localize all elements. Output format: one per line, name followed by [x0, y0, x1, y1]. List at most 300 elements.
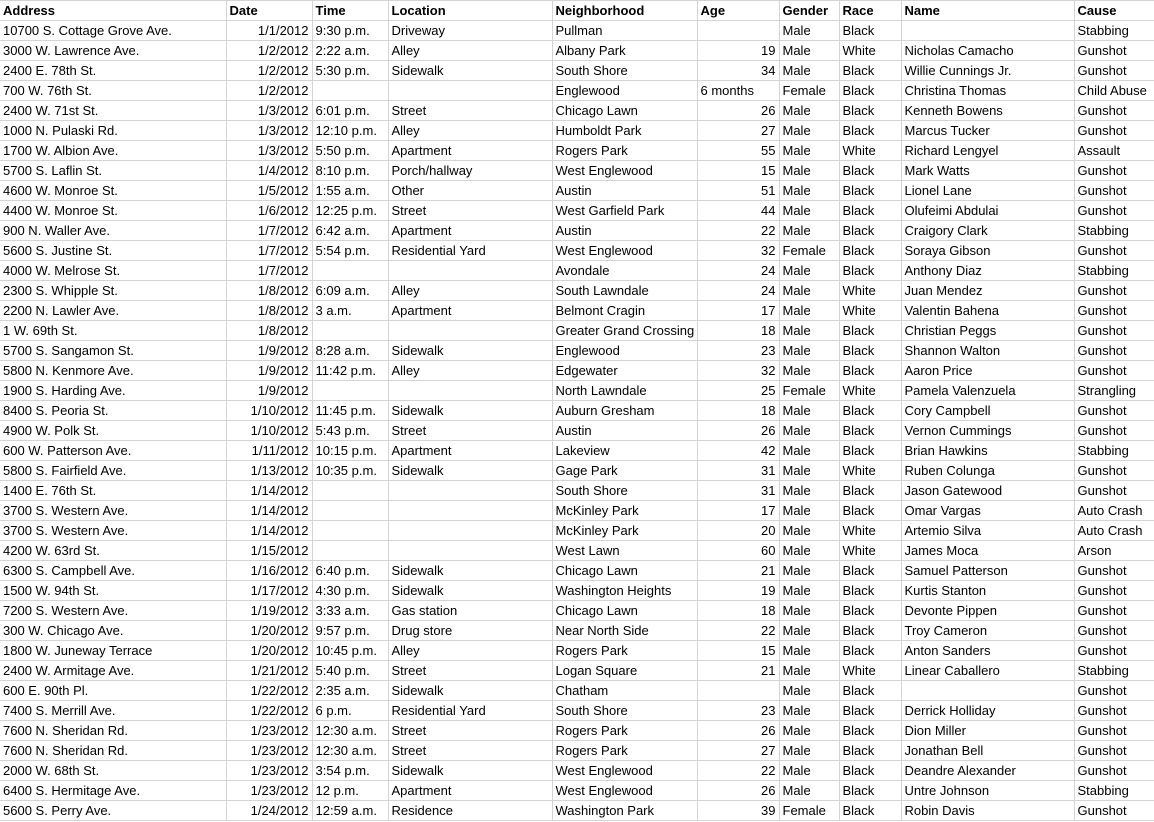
cell-cause[interactable]: Gunshot [1074, 181, 1154, 201]
cell-address[interactable]: 2400 W. Armitage Ave. [0, 661, 226, 681]
cell-age[interactable]: 32 [697, 241, 779, 261]
cell-neighborhood[interactable]: Rogers Park [552, 141, 697, 161]
cell-date[interactable]: 1/24/2012 [226, 801, 312, 821]
cell-gender[interactable]: Male [779, 561, 839, 581]
cell-age[interactable]: 24 [697, 261, 779, 281]
cell-address[interactable]: 5600 S. Justine St. [0, 241, 226, 261]
cell-address[interactable]: 6400 S. Hermitage Ave. [0, 781, 226, 801]
cell-date[interactable]: 1/2/2012 [226, 61, 312, 81]
cell-age[interactable]: 44 [697, 201, 779, 221]
cell-name[interactable]: Marcus Tucker [901, 121, 1074, 141]
cell-gender[interactable]: Male [779, 281, 839, 301]
cell-name[interactable]: Robin Davis [901, 801, 1074, 821]
cell-name[interactable]: Willie Cunnings Jr. [901, 61, 1074, 81]
cell-name[interactable]: Omar Vargas [901, 501, 1074, 521]
cell-gender[interactable]: Male [779, 621, 839, 641]
cell-age[interactable]: 25 [697, 381, 779, 401]
cell-cause[interactable]: Gunshot [1074, 641, 1154, 661]
cell-race[interactable]: White [839, 541, 901, 561]
cell-neighborhood[interactable]: Albany Park [552, 41, 697, 61]
cell-cause[interactable]: Stabbing [1074, 21, 1154, 41]
cell-cause[interactable]: Arson [1074, 541, 1154, 561]
cell-cause[interactable]: Gunshot [1074, 741, 1154, 761]
cell-cause[interactable]: Gunshot [1074, 341, 1154, 361]
cell-time[interactable]: 4:30 p.m. [312, 581, 388, 601]
cell-gender[interactable]: Male [779, 541, 839, 561]
cell-location[interactable]: Residence [388, 801, 552, 821]
cell-date[interactable]: 1/2/2012 [226, 81, 312, 101]
cell-race[interactable]: Black [839, 621, 901, 641]
cell-location[interactable]: Gas station [388, 601, 552, 621]
cell-gender[interactable]: Male [779, 501, 839, 521]
cell-cause[interactable]: Gunshot [1074, 761, 1154, 781]
cell-age[interactable]: 18 [697, 321, 779, 341]
cell-name[interactable]: Troy Cameron [901, 621, 1074, 641]
cell-location[interactable]: Sidewalk [388, 561, 552, 581]
cell-time[interactable] [312, 521, 388, 541]
cell-race[interactable]: Black [839, 441, 901, 461]
cell-location[interactable]: Street [388, 101, 552, 121]
cell-neighborhood[interactable]: Chicago Lawn [552, 561, 697, 581]
cell-neighborhood[interactable]: Washington Heights [552, 581, 697, 601]
header-cause[interactable]: Cause [1074, 1, 1154, 21]
cell-address[interactable]: 700 W. 76th St. [0, 81, 226, 101]
cell-date[interactable]: 1/22/2012 [226, 681, 312, 701]
cell-address[interactable]: 10700 S. Cottage Grove Ave. [0, 21, 226, 41]
cell-date[interactable]: 1/8/2012 [226, 321, 312, 341]
cell-age[interactable]: 26 [697, 781, 779, 801]
cell-neighborhood[interactable]: Lakeview [552, 441, 697, 461]
cell-location[interactable]: Sidewalk [388, 461, 552, 481]
cell-address[interactable]: 2400 W. 71st St. [0, 101, 226, 121]
cell-age[interactable]: 31 [697, 461, 779, 481]
cell-address[interactable]: 5700 S. Laflin St. [0, 161, 226, 181]
cell-cause[interactable]: Gunshot [1074, 601, 1154, 621]
cell-race[interactable]: White [839, 521, 901, 541]
header-gender[interactable]: Gender [779, 1, 839, 21]
cell-time[interactable]: 12:25 p.m. [312, 201, 388, 221]
cell-gender[interactable]: Male [779, 681, 839, 701]
header-age[interactable]: Age [697, 1, 779, 21]
cell-location[interactable] [388, 261, 552, 281]
cell-name[interactable] [901, 21, 1074, 41]
cell-location[interactable]: Street [388, 421, 552, 441]
cell-location[interactable] [388, 501, 552, 521]
cell-neighborhood[interactable]: South Lawndale [552, 281, 697, 301]
cell-date[interactable]: 1/7/2012 [226, 241, 312, 261]
cell-time[interactable] [312, 81, 388, 101]
cell-age[interactable]: 21 [697, 661, 779, 681]
cell-name[interactable]: Anthony Diaz [901, 261, 1074, 281]
cell-location[interactable]: Apartment [388, 441, 552, 461]
cell-gender[interactable]: Male [779, 361, 839, 381]
cell-race[interactable]: Black [839, 221, 901, 241]
cell-date[interactable]: 1/11/2012 [226, 441, 312, 461]
cell-age[interactable]: 22 [697, 621, 779, 641]
cell-age[interactable]: 51 [697, 181, 779, 201]
cell-cause[interactable]: Child Abuse [1074, 81, 1154, 101]
cell-time[interactable]: 2:35 a.m. [312, 681, 388, 701]
cell-gender[interactable]: Male [779, 101, 839, 121]
cell-time[interactable]: 12:30 a.m. [312, 741, 388, 761]
cell-location[interactable]: Sidewalk [388, 401, 552, 421]
cell-date[interactable]: 1/7/2012 [226, 221, 312, 241]
cell-age[interactable]: 31 [697, 481, 779, 501]
cell-neighborhood[interactable]: Pullman [552, 21, 697, 41]
cell-cause[interactable]: Gunshot [1074, 681, 1154, 701]
cell-age[interactable]: 17 [697, 301, 779, 321]
cell-location[interactable]: Sidewalk [388, 681, 552, 701]
cell-name[interactable]: Kenneth Bowens [901, 101, 1074, 121]
cell-location[interactable]: Sidewalk [388, 761, 552, 781]
cell-gender[interactable]: Male [779, 521, 839, 541]
cell-age[interactable]: 55 [697, 141, 779, 161]
cell-race[interactable]: Black [839, 161, 901, 181]
cell-date[interactable]: 1/17/2012 [226, 581, 312, 601]
cell-gender[interactable]: Male [779, 441, 839, 461]
cell-name[interactable]: Christina Thomas [901, 81, 1074, 101]
cell-date[interactable]: 1/20/2012 [226, 641, 312, 661]
cell-race[interactable]: White [839, 41, 901, 61]
cell-name[interactable]: Craigory Clark [901, 221, 1074, 241]
header-time[interactable]: Time [312, 1, 388, 21]
cell-location[interactable]: Apartment [388, 781, 552, 801]
cell-neighborhood[interactable]: Logan Square [552, 661, 697, 681]
cell-cause[interactable]: Auto Crash [1074, 521, 1154, 541]
cell-name[interactable]: Olufeimi Abdulai [901, 201, 1074, 221]
cell-age[interactable]: 19 [697, 41, 779, 61]
cell-location[interactable]: Apartment [388, 221, 552, 241]
cell-gender[interactable]: Male [779, 321, 839, 341]
cell-neighborhood[interactable]: West Lawn [552, 541, 697, 561]
cell-cause[interactable]: Gunshot [1074, 561, 1154, 581]
cell-neighborhood[interactable]: Belmont Cragin [552, 301, 697, 321]
cell-gender[interactable]: Male [779, 341, 839, 361]
cell-time[interactable]: 5:30 p.m. [312, 61, 388, 81]
cell-cause[interactable]: Gunshot [1074, 581, 1154, 601]
cell-name[interactable]: Jonathan Bell [901, 741, 1074, 761]
cell-cause[interactable]: Stabbing [1074, 261, 1154, 281]
cell-address[interactable]: 4600 W. Monroe St. [0, 181, 226, 201]
cell-gender[interactable]: Male [779, 421, 839, 441]
cell-name[interactable]: Pamela Valenzuela [901, 381, 1074, 401]
cell-date[interactable]: 1/8/2012 [226, 281, 312, 301]
cell-cause[interactable]: Auto Crash [1074, 501, 1154, 521]
cell-neighborhood[interactable]: Avondale [552, 261, 697, 281]
cell-gender[interactable]: Male [779, 261, 839, 281]
cell-address[interactable]: 1800 W. Juneway Terrace [0, 641, 226, 661]
cell-cause[interactable]: Stabbing [1074, 221, 1154, 241]
cell-name[interactable]: Lionel Lane [901, 181, 1074, 201]
cell-gender[interactable]: Female [779, 241, 839, 261]
cell-address[interactable]: 5700 S. Sangamon St. [0, 341, 226, 361]
header-name[interactable]: Name [901, 1, 1074, 21]
cell-name[interactable]: Devonte Pippen [901, 601, 1074, 621]
cell-time[interactable]: 6:40 p.m. [312, 561, 388, 581]
cell-address[interactable]: 5800 S. Fairfield Ave. [0, 461, 226, 481]
cell-gender[interactable]: Male [779, 601, 839, 621]
cell-address[interactable]: 7200 S. Western Ave. [0, 601, 226, 621]
cell-race[interactable]: White [839, 301, 901, 321]
cell-cause[interactable]: Gunshot [1074, 401, 1154, 421]
header-address[interactable]: Address [0, 1, 226, 21]
cell-cause[interactable]: Gunshot [1074, 41, 1154, 61]
cell-neighborhood[interactable]: North Lawndale [552, 381, 697, 401]
cell-age[interactable]: 19 [697, 581, 779, 601]
cell-address[interactable]: 600 W. Patterson Ave. [0, 441, 226, 461]
cell-date[interactable]: 1/21/2012 [226, 661, 312, 681]
cell-date[interactable]: 1/9/2012 [226, 381, 312, 401]
cell-age[interactable]: 18 [697, 601, 779, 621]
cell-gender[interactable]: Male [779, 741, 839, 761]
cell-race[interactable]: Black [839, 321, 901, 341]
cell-date[interactable]: 1/14/2012 [226, 481, 312, 501]
cell-time[interactable]: 5:50 p.m. [312, 141, 388, 161]
cell-race[interactable]: Black [839, 681, 901, 701]
cell-cause[interactable]: Gunshot [1074, 301, 1154, 321]
cell-neighborhood[interactable]: Rogers Park [552, 741, 697, 761]
cell-time[interactable]: 11:45 p.m. [312, 401, 388, 421]
cell-neighborhood[interactable]: West Englewood [552, 161, 697, 181]
cell-name[interactable]: Mark Watts [901, 161, 1074, 181]
cell-name[interactable]: Soraya Gibson [901, 241, 1074, 261]
cell-address[interactable]: 2300 S. Whipple St. [0, 281, 226, 301]
cell-time[interactable]: 6:01 p.m. [312, 101, 388, 121]
cell-date[interactable]: 1/4/2012 [226, 161, 312, 181]
cell-location[interactable]: Apartment [388, 141, 552, 161]
cell-cause[interactable]: Gunshot [1074, 701, 1154, 721]
cell-neighborhood[interactable]: South Shore [552, 61, 697, 81]
cell-date[interactable]: 1/23/2012 [226, 781, 312, 801]
cell-race[interactable]: White [839, 661, 901, 681]
cell-race[interactable]: Black [839, 181, 901, 201]
cell-age[interactable]: 18 [697, 401, 779, 421]
cell-neighborhood[interactable]: Auburn Gresham [552, 401, 697, 421]
cell-location[interactable]: Sidewalk [388, 341, 552, 361]
cell-race[interactable]: Black [839, 781, 901, 801]
cell-date[interactable]: 1/14/2012 [226, 501, 312, 521]
cell-date[interactable]: 1/3/2012 [226, 101, 312, 121]
cell-age[interactable]: 21 [697, 561, 779, 581]
cell-date[interactable]: 1/5/2012 [226, 181, 312, 201]
cell-gender[interactable]: Female [779, 801, 839, 821]
cell-time[interactable]: 10:15 p.m. [312, 441, 388, 461]
cell-neighborhood[interactable]: McKinley Park [552, 501, 697, 521]
cell-address[interactable]: 2000 W. 68th St. [0, 761, 226, 781]
cell-neighborhood[interactable]: West Englewood [552, 241, 697, 261]
cell-age[interactable]: 60 [697, 541, 779, 561]
cell-cause[interactable]: Gunshot [1074, 321, 1154, 341]
cell-age[interactable]: 23 [697, 341, 779, 361]
cell-date[interactable]: 1/1/2012 [226, 21, 312, 41]
cell-gender[interactable]: Male [779, 21, 839, 41]
cell-age[interactable]: 15 [697, 161, 779, 181]
cell-address[interactable]: 1500 W. 94th St. [0, 581, 226, 601]
cell-location[interactable]: Street [388, 201, 552, 221]
cell-gender[interactable]: Male [779, 41, 839, 61]
cell-neighborhood[interactable]: Humboldt Park [552, 121, 697, 141]
cell-gender[interactable]: Male [779, 141, 839, 161]
cell-time[interactable]: 12:59 a.m. [312, 801, 388, 821]
cell-date[interactable]: 1/3/2012 [226, 121, 312, 141]
cell-location[interactable] [388, 381, 552, 401]
cell-location[interactable]: Sidewalk [388, 61, 552, 81]
cell-location[interactable] [388, 81, 552, 101]
cell-race[interactable]: White [839, 381, 901, 401]
cell-gender[interactable]: Male [779, 401, 839, 421]
cell-name[interactable]: Valentin Bahena [901, 301, 1074, 321]
cell-time[interactable]: 6:09 a.m. [312, 281, 388, 301]
cell-neighborhood[interactable]: Washington Park [552, 801, 697, 821]
cell-age[interactable]: 39 [697, 801, 779, 821]
cell-cause[interactable]: Gunshot [1074, 481, 1154, 501]
cell-time[interactable] [312, 321, 388, 341]
cell-address[interactable]: 300 W. Chicago Ave. [0, 621, 226, 641]
cell-gender[interactable]: Male [779, 221, 839, 241]
cell-address[interactable]: 1000 N. Pulaski Rd. [0, 121, 226, 141]
cell-time[interactable]: 11:42 p.m. [312, 361, 388, 381]
cell-time[interactable]: 12:10 p.m. [312, 121, 388, 141]
cell-gender[interactable]: Male [779, 701, 839, 721]
cell-time[interactable] [312, 501, 388, 521]
cell-date[interactable]: 1/3/2012 [226, 141, 312, 161]
cell-name[interactable]: Vernon Cummings [901, 421, 1074, 441]
cell-cause[interactable]: Gunshot [1074, 621, 1154, 641]
cell-date[interactable]: 1/13/2012 [226, 461, 312, 481]
cell-race[interactable]: Black [839, 261, 901, 281]
cell-age[interactable]: 23 [697, 701, 779, 721]
cell-cause[interactable]: Assault [1074, 141, 1154, 161]
cell-neighborhood[interactable]: Rogers Park [552, 641, 697, 661]
cell-time[interactable]: 2:22 a.m. [312, 41, 388, 61]
cell-cause[interactable]: Gunshot [1074, 721, 1154, 741]
cell-name[interactable]: Untre Johnson [901, 781, 1074, 801]
cell-cause[interactable]: Gunshot [1074, 241, 1154, 261]
cell-address[interactable]: 1900 S. Harding Ave. [0, 381, 226, 401]
cell-time[interactable] [312, 381, 388, 401]
header-neighborhood[interactable]: Neighborhood [552, 1, 697, 21]
cell-address[interactable]: 2400 E. 78th St. [0, 61, 226, 81]
cell-gender[interactable]: Female [779, 381, 839, 401]
cell-cause[interactable]: Gunshot [1074, 421, 1154, 441]
cell-name[interactable]: Kurtis Stanton [901, 581, 1074, 601]
cell-location[interactable]: Apartment [388, 301, 552, 321]
cell-time[interactable]: 9:30 p.m. [312, 21, 388, 41]
cell-neighborhood[interactable]: Gage Park [552, 461, 697, 481]
cell-location[interactable]: Other [388, 181, 552, 201]
cell-name[interactable]: Richard Lengyel [901, 141, 1074, 161]
cell-neighborhood[interactable]: Austin [552, 221, 697, 241]
cell-race[interactable]: Black [839, 61, 901, 81]
cell-gender[interactable]: Male [779, 61, 839, 81]
cell-race[interactable]: Black [839, 421, 901, 441]
cell-neighborhood[interactable]: Chicago Lawn [552, 601, 697, 621]
cell-race[interactable]: Black [839, 361, 901, 381]
cell-race[interactable]: Black [839, 721, 901, 741]
cell-cause[interactable]: Gunshot [1074, 361, 1154, 381]
cell-race[interactable]: Black [839, 741, 901, 761]
cell-age[interactable]: 26 [697, 421, 779, 441]
cell-location[interactable] [388, 481, 552, 501]
cell-gender[interactable]: Male [779, 301, 839, 321]
cell-name[interactable]: Samuel Patterson [901, 561, 1074, 581]
cell-gender[interactable]: Male [779, 121, 839, 141]
cell-address[interactable]: 7600 N. Sheridan Rd. [0, 741, 226, 761]
cell-time[interactable]: 12:30 a.m. [312, 721, 388, 741]
cell-race[interactable]: White [839, 281, 901, 301]
cell-address[interactable]: 6300 S. Campbell Ave. [0, 561, 226, 581]
header-date[interactable]: Date [226, 1, 312, 21]
cell-gender[interactable]: Male [779, 201, 839, 221]
cell-neighborhood[interactable]: Chatham [552, 681, 697, 701]
cell-age[interactable]: 34 [697, 61, 779, 81]
cell-name[interactable]: Deandre Alexander [901, 761, 1074, 781]
cell-gender[interactable]: Male [779, 781, 839, 801]
cell-race[interactable]: Black [839, 701, 901, 721]
cell-address[interactable]: 8400 S. Peoria St. [0, 401, 226, 421]
cell-age[interactable]: 27 [697, 741, 779, 761]
cell-gender[interactable]: Male [779, 461, 839, 481]
cell-gender[interactable]: Male [779, 481, 839, 501]
cell-time[interactable]: 6:42 a.m. [312, 221, 388, 241]
cell-address[interactable]: 3000 W. Lawrence Ave. [0, 41, 226, 61]
cell-address[interactable]: 3700 S. Western Ave. [0, 501, 226, 521]
cell-time[interactable]: 8:10 p.m. [312, 161, 388, 181]
cell-address[interactable]: 2200 N. Lawler Ave. [0, 301, 226, 321]
header-race[interactable]: Race [839, 1, 901, 21]
cell-neighborhood[interactable]: Austin [552, 421, 697, 441]
cell-date[interactable]: 1/10/2012 [226, 401, 312, 421]
cell-race[interactable]: Black [839, 201, 901, 221]
cell-cause[interactable]: Stabbing [1074, 661, 1154, 681]
cell-location[interactable]: Alley [388, 361, 552, 381]
cell-gender[interactable]: Male [779, 181, 839, 201]
cell-cause[interactable]: Gunshot [1074, 801, 1154, 821]
cell-race[interactable]: Black [839, 21, 901, 41]
cell-name[interactable]: Juan Mendez [901, 281, 1074, 301]
cell-race[interactable]: Black [839, 121, 901, 141]
cell-name[interactable]: Jason Gatewood [901, 481, 1074, 501]
cell-age[interactable] [697, 21, 779, 41]
cell-gender[interactable]: Male [779, 661, 839, 681]
cell-name[interactable]: Brian Hawkins [901, 441, 1074, 461]
cell-address[interactable]: 5800 N. Kenmore Ave. [0, 361, 226, 381]
cell-race[interactable]: Black [839, 601, 901, 621]
cell-cause[interactable]: Strangling [1074, 381, 1154, 401]
cell-cause[interactable]: Stabbing [1074, 441, 1154, 461]
cell-race[interactable]: Black [839, 801, 901, 821]
cell-address[interactable]: 4900 W. Polk St. [0, 421, 226, 441]
cell-name[interactable]: Artemio Silva [901, 521, 1074, 541]
cell-neighborhood[interactable]: Englewood [552, 341, 697, 361]
cell-gender[interactable]: Male [779, 581, 839, 601]
cell-age[interactable]: 42 [697, 441, 779, 461]
cell-date[interactable]: 1/23/2012 [226, 741, 312, 761]
cell-time[interactable]: 9:57 p.m. [312, 621, 388, 641]
cell-date[interactable]: 1/23/2012 [226, 761, 312, 781]
cell-neighborhood[interactable]: West Englewood [552, 761, 697, 781]
cell-name[interactable]: James Moca [901, 541, 1074, 561]
cell-time[interactable]: 5:40 p.m. [312, 661, 388, 681]
cell-cause[interactable]: Gunshot [1074, 201, 1154, 221]
cell-name[interactable]: Linear Caballero [901, 661, 1074, 681]
cell-cause[interactable]: Stabbing [1074, 781, 1154, 801]
cell-neighborhood[interactable]: Chicago Lawn [552, 101, 697, 121]
cell-date[interactable]: 1/6/2012 [226, 201, 312, 221]
cell-time[interactable]: 1:55 a.m. [312, 181, 388, 201]
cell-name[interactable]: Dion Miller [901, 721, 1074, 741]
cell-name[interactable]: Anton Sanders [901, 641, 1074, 661]
